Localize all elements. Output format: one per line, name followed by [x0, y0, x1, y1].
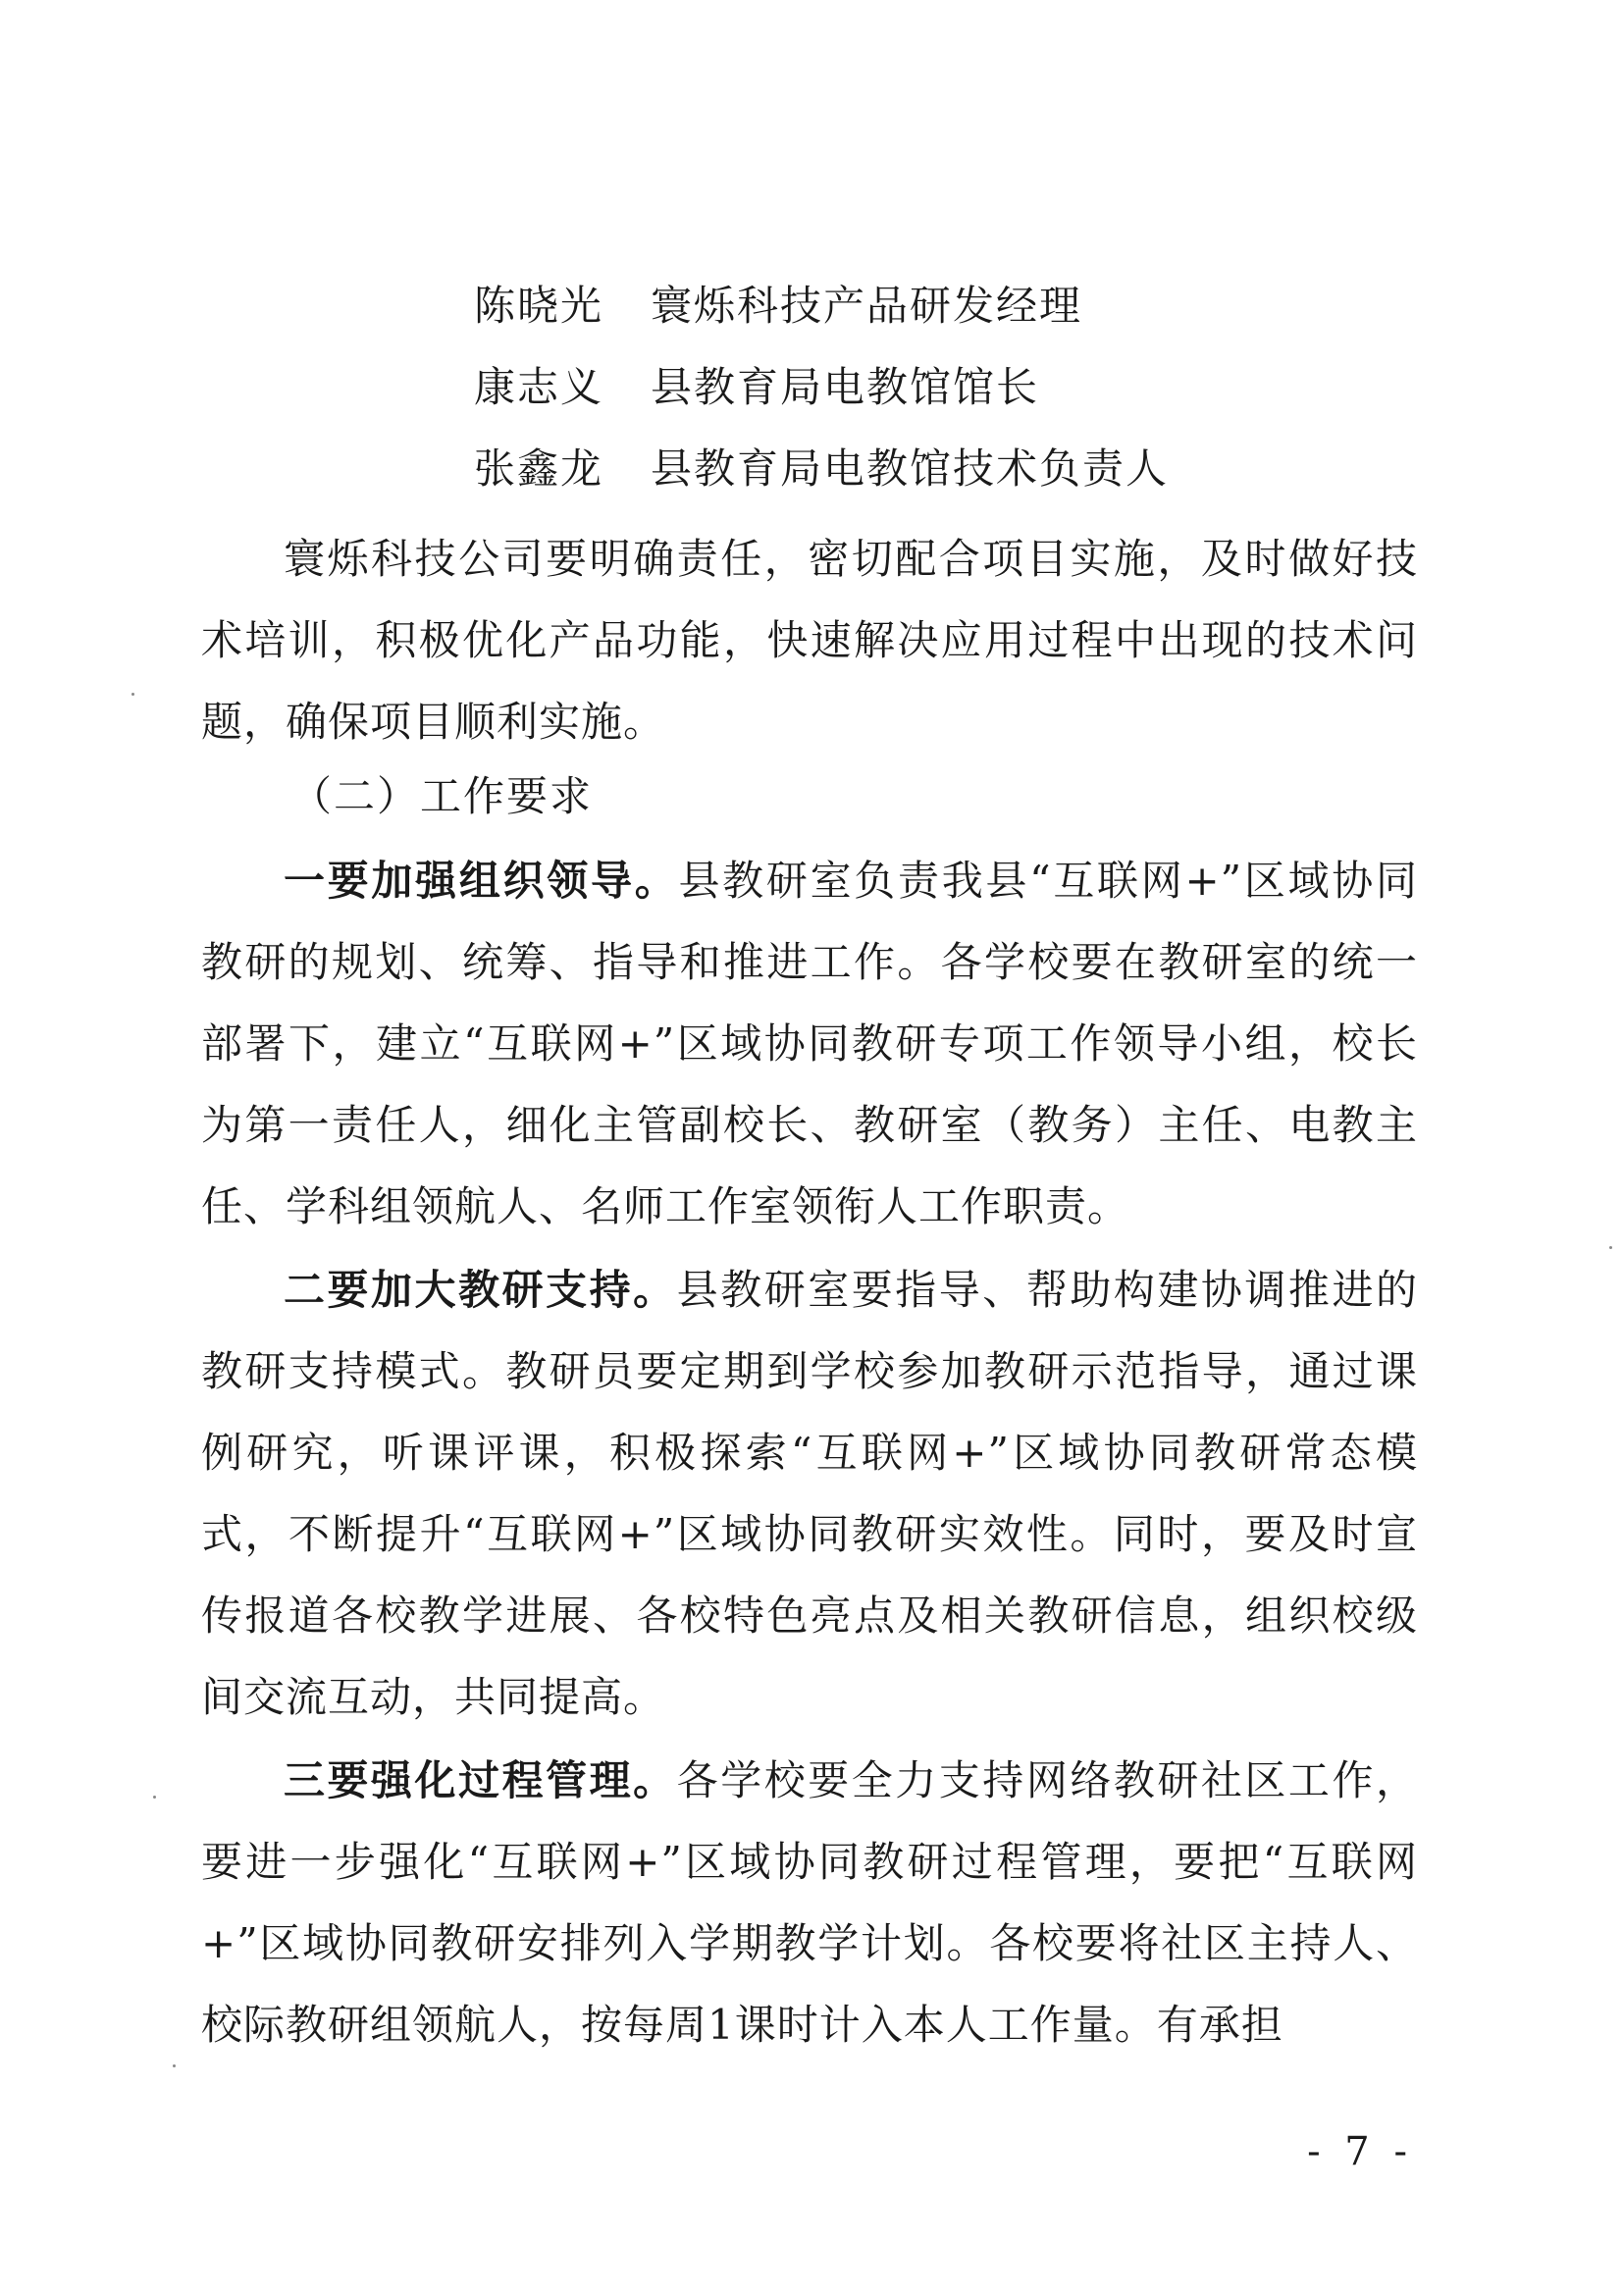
- staff-role: 县教育局电教馆馆长: [651, 363, 1040, 411]
- requirement-lead: 一要加强组织领导。: [284, 857, 679, 905]
- staff-row: [474, 358, 1039, 417]
- scan-speck: [173, 2064, 176, 2067]
- company-paragraph: 寰烁科技公司要明确责任，密切配合项目实施，及时做好技术培训，积极优化产品功能，快速解决应用过程中出现的技术问题，确保项目顺利实施。: [201, 535, 1418, 746]
- requirement-lead: 三要强化过程管理。: [284, 1756, 677, 1804]
- staff-name: 陈晓光: [474, 282, 604, 330]
- page-number: - 7 -: [1307, 2129, 1413, 2174]
- requirement-body: 县教研室负责我县“互联网+”区域协同教研的规划、统筹、指导和推进工作。各学校要在教研室的统一部署下，建立“互联网+”区域协同教研专项工作领导小组，校长为第一责任人，细化主管副校长、教研室（教务）主任、电教主任、学科组领航人、名师工作室领衔人工作职责。: [201, 857, 1418, 1230]
- requirement-body: 各学校要全力支持网络教研社区工作，要进一步强化“互联网+”区域协同教研过程管理，要把“互联网+”区域协同教研安排列入学期教学计划。各校要将社区主持人、校际教研组领航人，按每周1课时计入本人工作量。有承担: [201, 1756, 1418, 2049]
- staff-row: [474, 440, 1169, 498]
- staff-role: 县教育局电教馆技术负责人: [651, 444, 1170, 493]
- scan-speck: [1609, 1246, 1612, 1249]
- scan-speck: [131, 693, 134, 696]
- requirement-paragraph: [201, 840, 1418, 1247]
- requirement-paragraph: [201, 1740, 1418, 2065]
- staff-name: 张鑫龙: [474, 444, 604, 493]
- staff-role: 寰烁科技产品研发经理: [651, 282, 1083, 330]
- requirement-paragraph: [201, 1249, 1418, 1738]
- requirement-body: 县教研室要指导、帮助构建协调推进的教研支持模式。教研员要定期到学校参加教研示范指导，通过课例研究，听课评课，积极探索“互联网+”区域协同教研常态模式，不断提升“互联网+”区域协同教研实效性。同时，要及时宣传报道各校教学进展、各校特色亮点及相关教研信息，组织校级间交流互动，共同提高。: [201, 1266, 1418, 1721]
- staff-name: 康志义: [474, 363, 604, 411]
- section-heading: （二）工作要求: [290, 772, 594, 820]
- requirement-lead: 二要加大教研支持。: [284, 1266, 677, 1314]
- staff-row: [474, 277, 1082, 336]
- scan-speck: [153, 1796, 156, 1799]
